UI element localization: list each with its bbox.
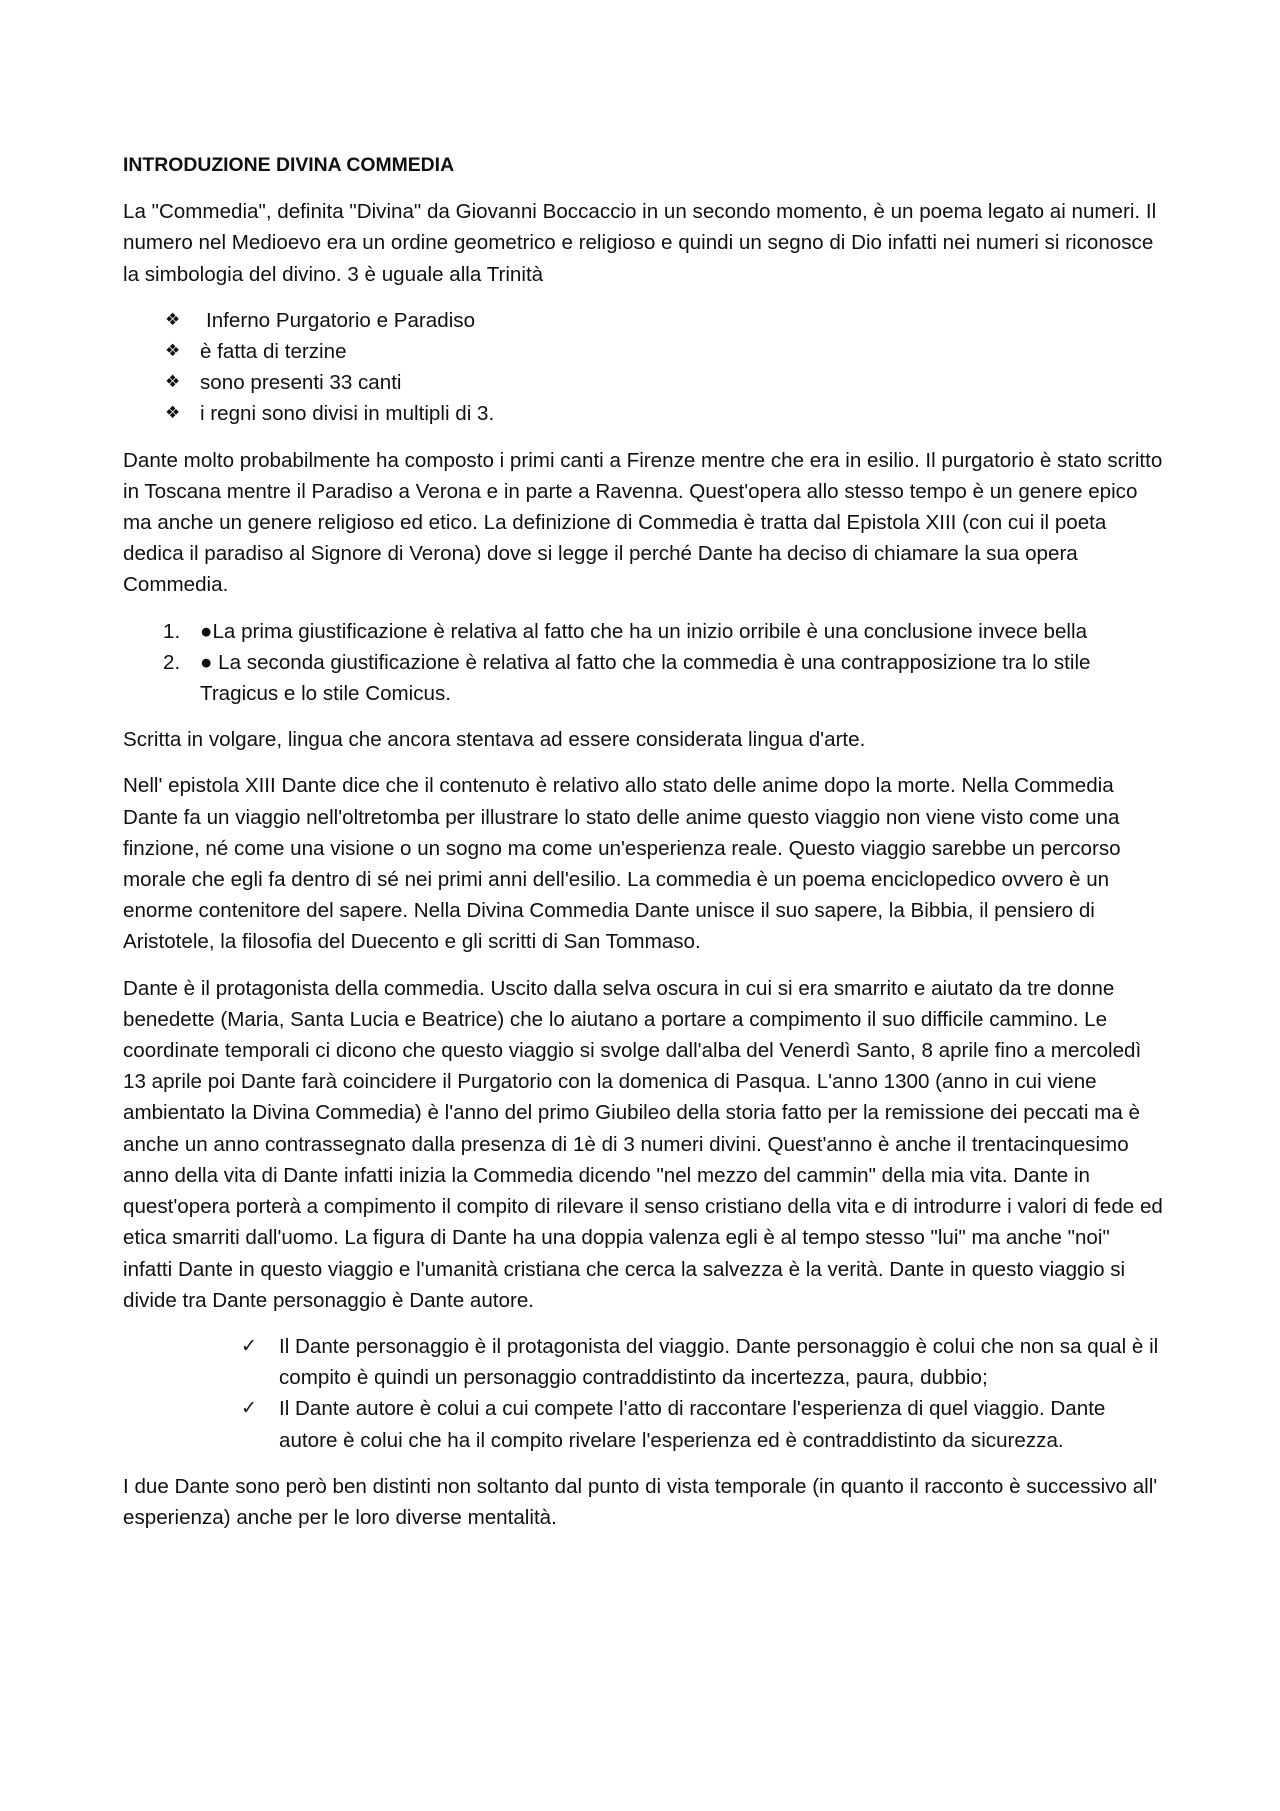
list-item — [123, 336, 1163, 367]
list-item — [123, 616, 1163, 647]
list-item — [123, 1393, 1163, 1455]
list-item — [123, 1331, 1163, 1393]
diamond-bullet-icon: ❖ — [165, 309, 181, 330]
list-item-text: Inferno Purgatorio e Paradiso — [206, 308, 476, 332]
diamond-bullet-icon: ❖ — [165, 403, 181, 424]
document-page — [123, 150, 1163, 1548]
list-item — [123, 398, 1163, 429]
list-item-text: sono presenti 33 canti — [200, 371, 402, 395]
dante-list — [123, 1331, 1163, 1456]
list-item-text: ● La seconda giustificazione è relativa al fatto che la commedia è una contrapposizione tra lo stile Tragicus e lo stile Comicus. — [200, 650, 1091, 706]
justification-list — [123, 616, 1163, 710]
three-list — [123, 305, 1163, 430]
list-number: 2. — [163, 650, 181, 674]
list-item — [123, 305, 1163, 336]
list-item — [123, 647, 1163, 709]
closing-paragraph: I due Dante sono però ben distinti non soltanto dal punto di vista temporale (in quanto il racconto è successivo all' esperienza) anche per le loro diverse mentalità. — [123, 1474, 1158, 1529]
list-item-text: ●La prima giustificazione è relativa al fatto che ha un inizio orribile è una conclusione invece bella — [200, 619, 1088, 643]
list-item — [123, 367, 1163, 398]
list-number: 1. — [163, 619, 181, 643]
list-item-text: Il Dante autore è colui a cui compete l'atto di raccontare l'esperienza di quel viaggio. Dante autore è colui che ha il compito rivelare l'esperienza ed è contraddistinto da sicurezza. — [279, 1397, 1106, 1452]
protagonist-paragraph: Dante è il protagonista della commedia. Uscito dalla selva oscura in cui si era smarrito e aiutato da tre donne benedette (Maria, Santa Lucia e Beatrice) che lo aiutano a portare a compimento il suo difficile cammino. Le coordinate temporali ci dicono che questo viaggio si svolge dall'alba del Venerdì Santo, 8 aprile fino a mercoledì 13 aprile poi Dante farà coincidere il Purgatorio con la domenica di Pasqua. L'anno 1300 (anno in cui viene ambientato la Divina Commedia) è l'anno del primo Giubileo della storia fatto per la remissione dei peccati ma è anche un anno contrassegnato dalla presenza di 1è di 3 numeri divini. Quest'anno è anche il trentacinquesimo anno della vita di Dante infatti inizia la Commedia dicendo "nel mezzo del cammin" della mia vita. Dante in quest'opera porterà a compimento il compito di rilevare il senso cristiano della vita e di introdurre i valori di fede ed etica smarriti dall'uomo. La figura di Dante ha una doppia valenza egli è al tempo stesso "lui" ma anche "noi" infatti Dante in questo viaggio e l'umanità cristiana che cerca la salvezza è la verità. Dante in questo viaggio si divide tra Dante personaggio è Dante autore. — [123, 976, 1163, 1312]
diamond-bullet-icon: ❖ — [165, 341, 181, 362]
diamond-bullet-icon: ❖ — [165, 372, 181, 393]
list-item-text: i regni sono divisi in multipli di 3. — [200, 402, 495, 426]
checkmark-icon: ✓ — [241, 1397, 257, 1420]
checkmark-icon: ✓ — [241, 1334, 257, 1357]
document-title: INTRODUZIONE DIVINA COMMEDIA — [123, 154, 455, 176]
list-item-text: Il Dante personaggio è il protagonista del viaggio. Dante personaggio è colui che non sa qual è il compito è quindi un personaggio contraddistinto da incertezza, paura, dubbio; — [279, 1334, 1159, 1390]
language-paragraph: Scritta in volgare, lingua che ancora stentava ad essere considerata lingua d'arte. — [123, 728, 866, 752]
intro-paragraph: La "Commedia", definita "Divina" da Giovanni Boccaccio in un secondo momento, è un poema legato ai numeri. Il numero nel Medioevo era un ordine geometrico e religioso e quindi un segno di Dio infatti nei numeri si riconosce la simbologia del divino. 3 è uguale alla Trinità — [123, 200, 1157, 286]
list-item-text: è fatta di terzine — [200, 340, 347, 364]
composition-paragraph: Dante molto probabilmente ha composto i primi canti a Firenze mentre che era in esilio. Il purgatorio è stato scritto in Toscana mentre il Paradiso a Verona e in parte a Ravenna. Quest'opera allo stesso tempo è un genere epico ma anche un genere religioso ed etico. La definizione di Commedia è tratta dal Epistola XIII (con cui il poeta dedica il paradiso al Signore di Verona) dove si legge il perché Dante ha deciso di chiamare la sua opera Commedia. — [123, 448, 1163, 597]
epistola-paragraph: Nell' epistola XIII Dante dice che il contenuto è relativo allo stato delle anime dopo la morte. Nella Commedia Dante fa un viaggio nell'oltretomba per illustrare lo stato delle anime questo viaggio non viene visto come una finzione, né come una visione o un sogno ma come un'esperienza reale. Questo viaggio sarebbe un percorso morale che egli fa dentro di sé nei primi anni dell'esilio. La commedia è un poema enciclopedico ovvero è un enorme contenitore del sapere. Nella Divina Commedia Dante unisce il suo sapere, la Bibbia, il pensiero di Aristotele, la filosofia del Duecento e gli scritti di San Tommaso. — [123, 774, 1121, 954]
